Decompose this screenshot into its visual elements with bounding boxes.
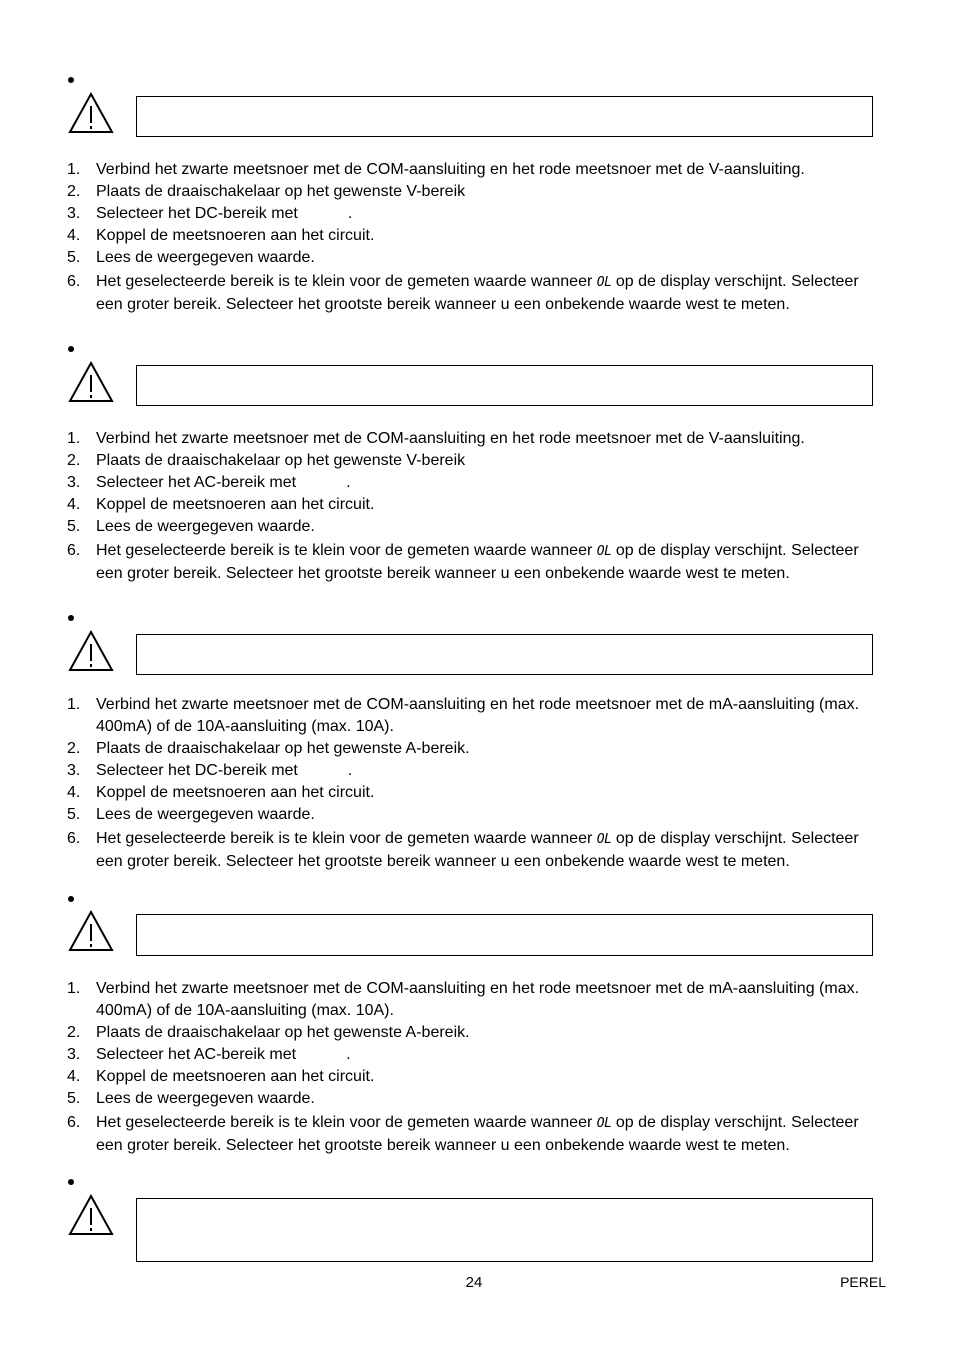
page-number: 24 xyxy=(465,1274,483,1291)
list-item: 5. Lees de weergegeven waarde. xyxy=(67,1090,315,1107)
steps-list xyxy=(0,428,954,585)
bullet-icon xyxy=(68,615,74,621)
steps-list xyxy=(0,159,954,316)
list-item: 1. Verbind het zwarte meetsnoer met de COM-aansluiting en het rode meetsnoer met de V-aansluiting. xyxy=(67,161,805,178)
list-item: 4. Koppel de meetsnoeren aan het circuit. xyxy=(67,227,375,244)
warning-box xyxy=(136,914,873,956)
bullet-icon xyxy=(68,346,74,352)
warning-box xyxy=(136,1198,873,1262)
list-item: 6. Het geselecteerde bereik is te klein voor de gemeten waarde wanneer OL op de display verschijnt. Selecteer een groter bereik. Selecteer het grootste bereik wanneer u een onbekende waarde west te meten. xyxy=(67,1114,859,1154)
brand-name: PEREL xyxy=(840,1274,886,1290)
warning-triangle-icon xyxy=(68,910,114,952)
bullet-icon xyxy=(68,896,74,902)
list-item: 6. Het geselecteerde bereik is te klein voor de gemeten waarde wanneer OL op de display verschijnt. Selecteer een groter bereik. Selecteer het grootste bereik wanneer u een onbekende waarde west te meten. xyxy=(67,830,859,870)
list-item: 4. Koppel de meetsnoeren aan het circuit. xyxy=(67,784,375,801)
list-item: 3. Selecteer het AC-bereik met . xyxy=(67,1046,351,1063)
warning-box xyxy=(136,365,873,406)
warning-triangle-icon xyxy=(68,1194,114,1236)
warning-box xyxy=(136,96,873,137)
overload-symbol: OL xyxy=(596,544,612,559)
list-item: 3. Selecteer het DC-bereik met . xyxy=(67,762,353,779)
overload-symbol: OL xyxy=(596,1116,612,1131)
list-item: 1. Verbind het zwarte meetsnoer met de COM-aansluiting en het rode meetsnoer met de mA-aansluiting (max. 400mA) of de 10A-aansluiting (max. 10A). xyxy=(67,696,860,735)
list-item: 5. Lees de weergegeven waarde. xyxy=(67,249,315,266)
warning-box xyxy=(136,634,873,675)
bullet-icon xyxy=(68,77,74,83)
list-item: 6. Het geselecteerde bereik is te klein voor de gemeten waarde wanneer OL op de display verschijnt. Selecteer een groter bereik. Selecteer het grootste bereik wanneer u een onbekende waarde west te meten. xyxy=(67,542,859,582)
warning-triangle-icon xyxy=(68,92,114,134)
steps-list xyxy=(0,694,954,873)
list-item: 2. Plaats de draaischakelaar op het gewenste A-bereik. xyxy=(67,1024,470,1041)
list-item: 3. Selecteer het DC-bereik met . xyxy=(67,205,353,222)
steps-list xyxy=(0,978,954,1157)
list-item: 2. Plaats de draaischakelaar op het gewenste V-bereik xyxy=(67,183,466,200)
warning-triangle-icon xyxy=(68,630,114,672)
list-item: 5. Lees de weergegeven waarde. xyxy=(67,806,315,823)
list-item: 4. Koppel de meetsnoeren aan het circuit. xyxy=(67,1068,375,1085)
list-item: 3. Selecteer het AC-bereik met . xyxy=(67,474,351,491)
list-item: 4. Koppel de meetsnoeren aan het circuit. xyxy=(67,496,375,513)
list-item: 2. Plaats de draaischakelaar op het gewenste V-bereik xyxy=(67,452,466,469)
list-item: 6. Het geselecteerde bereik is te klein voor de gemeten waarde wanneer OL op de display verschijnt. Selecteer een groter bereik. Selecteer het grootste bereik wanneer u een onbekende waarde west te meten. xyxy=(67,273,859,313)
warning-triangle-icon xyxy=(68,361,114,403)
list-item: 1. Verbind het zwarte meetsnoer met de COM-aansluiting en het rode meetsnoer met de mA-aansluiting (max. 400mA) of de 10A-aansluiting (max. 10A). xyxy=(67,980,860,1019)
bullet-icon xyxy=(68,1179,74,1185)
list-item: 2. Plaats de draaischakelaar op het gewenste A-bereik. xyxy=(67,740,470,757)
overload-symbol: OL xyxy=(596,832,612,847)
overload-symbol: OL xyxy=(596,275,612,290)
list-item: 5. Lees de weergegeven waarde. xyxy=(67,518,315,535)
list-item: 1. Verbind het zwarte meetsnoer met de COM-aansluiting en het rode meetsnoer met de V-aansluiting. xyxy=(67,430,805,447)
